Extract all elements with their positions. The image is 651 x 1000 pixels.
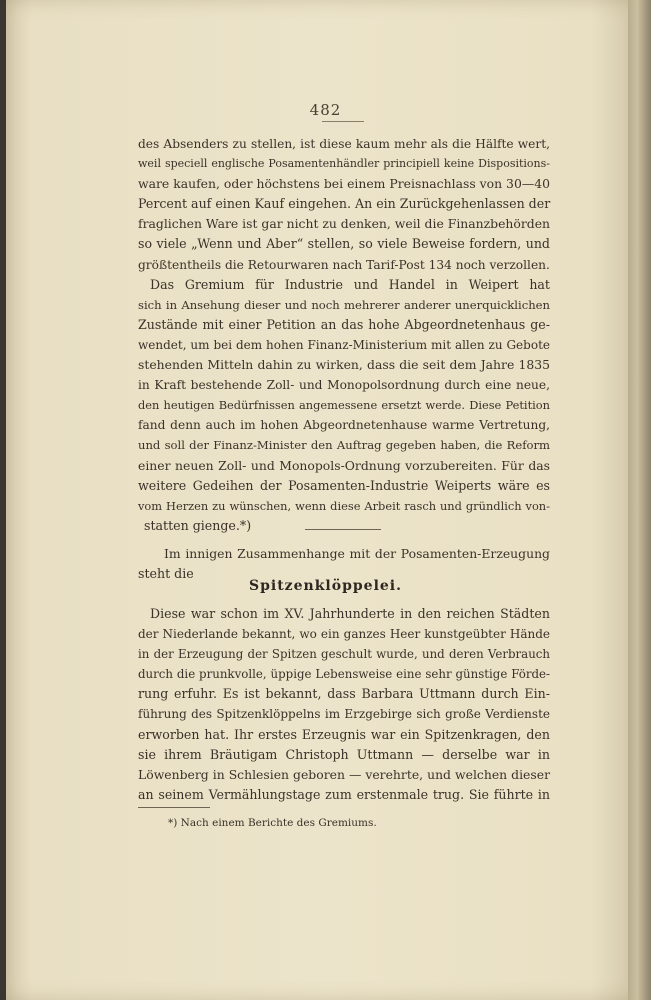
text-line: so viele „Wenn und Aber“ stellen, so viele Beweise fordern, und [138, 236, 550, 252]
page-edge [628, 0, 651, 1000]
text-line: wendet, um bei dem hohen Finanz-Ministerium mit allen zu Gebote [138, 337, 550, 352]
text-line: führung des Spitzenklöppelns im Erzgebirge sich große Verdienste [138, 707, 550, 722]
section-divider [305, 529, 381, 530]
text-line: sie ihrem Bräutigam Christoph Uttmann — derselbe war in [138, 746, 550, 762]
text-line: statten gienge.*) [144, 517, 252, 533]
text-line: Diese war schon im XV. Jahrhunderte in den reichen Städten [150, 606, 550, 621]
text-line: vom Herzen zu wünschen, wenn diese Arbeit rasch und gründlich von- [138, 498, 550, 513]
text-line: fand denn auch im hohen Abgeordnetenhause warme Vertretung, [138, 418, 550, 433]
text-line: in Kraft bestehende Zoll- und Monopolsordnung durch eine neue, [138, 378, 550, 393]
text-line: Löwenberg in Schlesien geboren — verehrte, und welchen dieser [138, 766, 550, 782]
page-number-rule [322, 121, 364, 122]
text-line: Percent auf einen Kauf eingehen. An ein Zurückgehenlassen der [138, 196, 551, 212]
text-line: stehenden Mitteln dahin zu wirken, dass die seit dem Jahre 1835 [138, 357, 550, 373]
text-line: ware kaufen, oder höchstens bei einem Preisnachlass von 30—40 [138, 176, 550, 192]
text-line: in der Erzeugung der Spitzen geschult wurde, und deren Verbrauch [138, 647, 550, 662]
text-line: des Absenders zu stellen, ist diese kaum mehr als die Hälfte wert, [138, 137, 550, 151]
text-line: einer neuen Zoll- und Monopols-Ordnung vorzubereiten. Für das [138, 457, 550, 473]
text-line: den heutigen Bedürfnissen angemessene ersetzt werde. Diese Petition [138, 398, 550, 413]
text-line: erworben hat. Ihr erstes Erzeugnis war ein Spitzenkragen, den [138, 726, 550, 742]
text-line: weitere Gedeihen der Posamenten-Industrie Weiperts wäre es [138, 477, 550, 493]
text-line: sich in Ansehung dieser und noch mehrerer anderer unerquicklichen [138, 297, 550, 312]
page-number: 482 [309, 101, 342, 119]
section-heading: Spitzenklöppelei. [249, 578, 402, 594]
text-line: an seinem Vermählungstage zum erstenmale trug. Sie führte in [138, 786, 550, 802]
footnote: *) Nach einem Berichte des Gremiums. [168, 817, 377, 829]
text-line: weil speciell englische Posamentenhändler principiell keine Dispositions- [138, 157, 550, 171]
footnote-rule [138, 807, 210, 808]
text-line: größtentheils die Retourwaren nach Tarif-Post 134 noch verzollen. [138, 257, 550, 272]
text-line: steht die [138, 566, 194, 582]
text-line: Im innigen Zusammenhange mit der Posamenten-Erzeugung [164, 546, 550, 561]
text-line: durch die prunkvolle, üppige Lebensweise eine sehr günstige Förde- [138, 667, 550, 682]
text-block-main [138, 134, 550, 536]
text-line: fraglichen Ware ist gar nicht zu denken, weil die Finanzbehörden [138, 216, 551, 232]
text-line: rung erfuhr. Es ist bekannt, dass Barbara Uttmann durch Ein- [138, 686, 550, 702]
text-line: der Niederlande bekannt, wo ein ganzes Heer kunstgeübter Hände [138, 627, 550, 642]
text-block-section [138, 604, 550, 805]
text-line: und soll der Finanz-Minister den Auftrag gegeben haben, die Reform [138, 438, 550, 453]
text-line: Das Gremium für Industrie und Handel in Weipert hat [150, 276, 550, 292]
text-line: Zustände mit einer Petition an das hohe Abgeordnetenhaus ge- [138, 316, 550, 332]
